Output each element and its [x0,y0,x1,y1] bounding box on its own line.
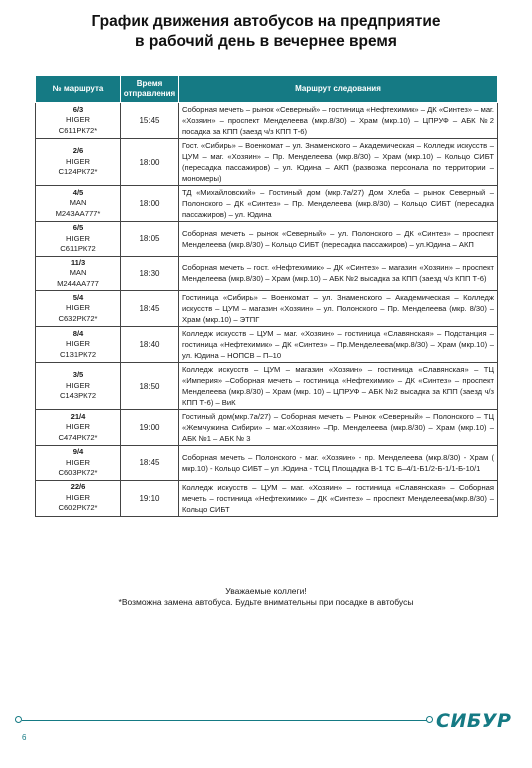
title-line-1: График движения автобусов на предприятие [91,13,441,30]
route-path: Соборная мечеть – гост. «Нефтехимик» – ДК «Синтез» – магазин «Хозяин» – проспект Менделеева (мкр.8/30) – Храм (мкр.10) – АБК №2 высадка за КПП (заезд ч/з КПП Т-6) [179,256,498,291]
route-cell [36,186,121,222]
bus-model: HIGER [65,339,91,349]
table-row [36,446,498,481]
bus-plate: С632РК72* [58,313,98,323]
bus-model: HIGER [65,457,91,467]
bus-model: HIGER [65,380,91,390]
route-cell [36,256,121,291]
divider-end-dot [426,716,433,723]
bus-plate: С143РК72 [59,391,97,401]
table-row [36,291,498,327]
departure-time: 19:00 [121,410,179,446]
departure-time: 18:30 [121,256,179,291]
route-number: 11/3 [70,257,86,267]
departure-time: 18:00 [121,139,179,186]
header-route: № маршрута [36,76,121,103]
route-path: Колледж искусств – ЦУМ – маг. «Хозяин» – гостиница «Славянская» – Подстанция – гостиница «Нефтехимик» – ДК «Синтез» – Пр.Менделеева(мкр.8/30) – Храм (мкр.10) – ул. Юдина – НОПСВ – П–10 [179,327,498,363]
route-cell [36,291,121,327]
table-row [36,256,498,291]
notice [0,586,532,608]
bus-model: HIGER [65,115,91,125]
divider-end-dot [15,716,22,723]
footer-divider [22,720,430,721]
table-body [36,103,498,517]
route-cell [36,446,121,481]
notice-greeting: Уважаемые коллеги! [225,586,307,596]
route-number: 3/5 [72,370,84,380]
table-row [36,410,498,446]
bus-model: HIGER [65,156,91,166]
route-number: 22/6 [70,482,86,492]
route-cell [36,410,121,446]
departure-time: 18:45 [121,291,179,327]
route-path: Колледж искусств – ЦУМ – магазин «Хозяин» – гостиница «Славянская» – ТЦ «Империя» –Соборная мечеть – гостиница «Нефтехимик» – ДК «Синтез» – проспект Менделеева (мкр.8/30) – Храм (мкр. 10) – ЦПРУФ – АБК №2 высадка за КПП (заезд ч/з КПП Т-6) – ВиК [179,363,498,410]
table-row [36,139,498,186]
route-number: 5/4 [72,292,84,302]
table-row [36,363,498,410]
bus-plate: С474РК72* [58,432,98,442]
route-number: 21/4 [70,411,86,421]
route-path: Гостиница «Сибирь» – Военкомат – ул. Знаменского – Академическая – Колледж искусств – ЦУМ – магазин «Хозяин» – ул. Полонского – Пр. Менделеева (мкр. 8/30) – Храм (мкр.10) – ЭТПГ [179,291,498,327]
route-number: 4/5 [72,187,84,197]
route-path: Соборная мечеть – рынок «Северный» – гостиница «Нефтехимик» – ДК «Синтез» – маг. «Хозяин» – проспект Менделеева (мкр.8/30) – Храм (мкр.10) – ЦПРУФ – АБК №2 посадка за КПП (заезд ч/з КПП Т-6) [179,103,498,139]
bus-plate: М244АА777 [57,278,99,288]
route-path: Гостиный дом(мкр.7а/27) – Соборная мечеть – Рынок «Северный» – Полонского – ТЦ «Жемчужина Сибири» – маг.«Хозяин» –Пр. Менделеева (мкр.8/30) – Храм (мкр.10) – АБК №1 – АБК № 3 [179,410,498,446]
bus-model: MAN [69,198,87,208]
route-cell [36,327,121,363]
bus-plate: С131РК72 [59,349,97,359]
route-number: 6/5 [72,223,84,232]
table-row [36,222,498,257]
bus-plate: С611РК72* [58,125,98,135]
table-row [36,480,498,516]
bus-model: HIGER [65,422,91,432]
departure-time: 18:05 [121,222,179,257]
departure-time: 19:10 [121,480,179,516]
route-cell [36,222,121,257]
route-path: Гост. «Сибирь» – Военкомат – ул. Знаменского – Академическая – Колледж искусств – ЦУМ – маг. «Хозяин» – Пр. Менделеева (мкр.8/30) – Храм (мкр.10) – Кольцо СИБТ (пересадка пассажиров) – ул. Юдина – АКП (развозка персонала по территории – мономеры) [179,139,498,186]
bus-plate: С603РК72* [58,468,98,477]
route-cell [36,103,121,139]
sibur-logo: СИБУР [436,710,512,732]
schedule-table [35,75,498,517]
route-number: 6/3 [72,104,84,114]
route-path: Колледж искусств – ЦУМ – маг. «Хозяин» – гостиница «Славянская» – Соборная мечеть – гостиница «Нефтехимик» – ДК «Синтез» – проспект Менделеева(мкр.8/30) – Кольцо СИБТ [179,480,498,516]
notice-text: *Возможна замена автобуса. Будьте внимательны при посадке в автобусы [118,597,414,607]
route-number: 8/4 [72,328,84,338]
departure-time: 18:45 [121,446,179,481]
route-cell [36,480,121,516]
bus-model: HIGER [65,303,91,313]
bus-model: HIGER [65,233,91,243]
header-path: Маршрут следования [179,76,498,103]
bus-model: HIGER [65,492,91,502]
bus-model: MAN [69,268,87,277]
title-line-2: в рабочий день в вечернее время [135,33,397,50]
bus-plate: С611РК72 [60,244,96,253]
bus-plate: М243АА777* [55,208,101,218]
departure-time: 18:40 [121,327,179,363]
departure-time: 15:45 [121,103,179,139]
table-header-row [36,76,498,103]
bus-plate: С602РК72* [58,503,98,513]
route-path: Соборная мечеть – рынок «Северный» – ул. Полонского – ДК «Синтез» – проспект Менделеева (мкр.8/30) – Кольцо СИБТ (пересадка пассажиров) – ул.Юдина – АКП [179,222,498,257]
route-cell [36,139,121,186]
route-cell [36,363,121,410]
route-path: ТД «Михайловский» – Гостиный дом (мкр.7а/27) Дом Хлеба – рынок Северный – Полонского – ДК «Синтез» – Пр. Менделеева (мкр.8/30) – Кольцо СИБТ (пересадка пассажиров) – ул. Юдина [179,186,498,222]
departure-time: 18:50 [121,363,179,410]
departure-time: 18:00 [121,186,179,222]
route-number: 9/4 [72,447,84,456]
route-path: Соборная мечеть – Полонского - маг. «Хозяин» - пр. Менделеева (мкр.8/30) - Храм ( мкр.10) - Кольцо СИБТ – ул .Юдина - ТСЦ Площадка В-1 ТС Б–4/1-Б1/2-Б-1/1-Б-10/1 [179,446,498,481]
table-row [36,103,498,139]
bus-plate: С124РК72* [58,167,98,177]
table-row [36,186,498,222]
table-row [36,327,498,363]
page-number: 6 [22,733,27,742]
page-title [0,12,532,52]
header-time: Время отправления [121,76,179,103]
route-number: 2/6 [72,146,84,156]
